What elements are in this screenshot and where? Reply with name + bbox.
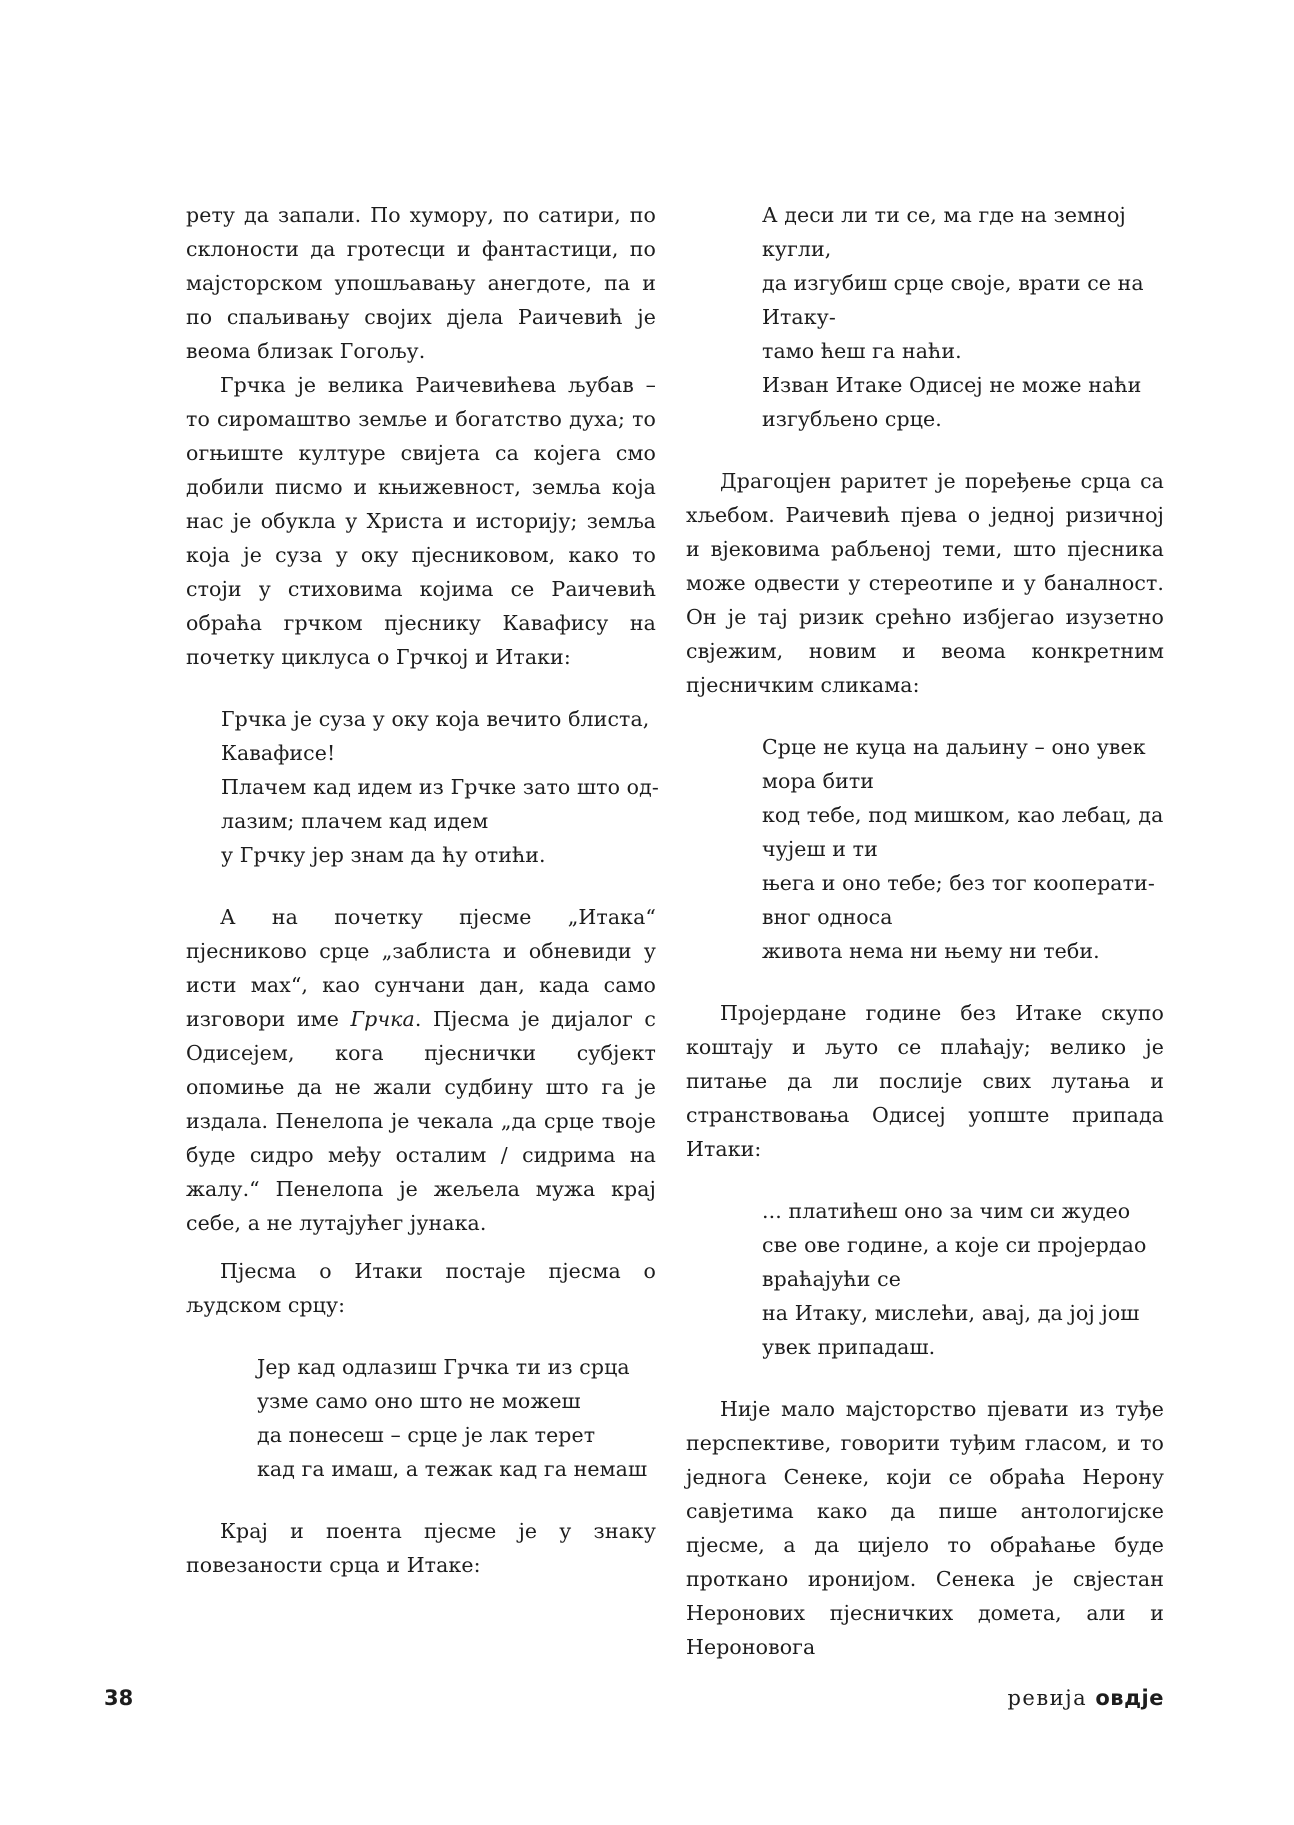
right-column: [686, 198, 1164, 1664]
poem-line: кугли,: [762, 237, 832, 261]
poem-line: све ове године, а које си пројердао: [762, 1233, 1147, 1257]
poem-line: живота нема ни њему ни теби.: [762, 939, 1100, 963]
paragraph: Грчка је велика Раичевићева љубав – то сиромаштво земље и богатство духа; то огњиште културе свијета са којега смо добили писмо и књижевност, земља која нас је обукла у Христа и историју; земља која је суза у оку пјесниковом, како то стоји у стиховима којима се Раичевић обраћа грчком пјеснику Кавафису на почетку циклуса о Грчкој и Итаки:: [186, 373, 656, 669]
poem-line: Грчка је суза у оку која вечито блиста,: [221, 707, 650, 731]
paragraph: [186, 900, 656, 1240]
poem-line: Кавафисе!: [221, 741, 336, 765]
poem-line: да понесеш – срце је лак терет: [257, 1423, 596, 1447]
paragraph: Пјесма о Итаки постаје пјесма о људском срцу:: [186, 1259, 656, 1317]
poem-line: лазим; плачем кад идем: [221, 809, 489, 833]
page-number: 38: [104, 1686, 134, 1710]
poem-line: вног односа: [762, 905, 893, 929]
poem-line: ... платићеш оно за чим си жудео: [762, 1199, 1131, 1223]
poem-line: кад га имаш, а тежак кад га немаш: [257, 1457, 648, 1481]
poem-line: код тебе, под мишком, као лебац, да: [762, 803, 1164, 827]
paragraph-text: . Пјесма је дијалог с Одисејем, кога пјеснички субјект опомиње да не жали судбину што га је издала. Пенелопа је чекала „да срце твоје буде сидро међу осталим / сидрима на жалу.“ Пенелопа је жељела мужа крај себе, а не лутајућег јунака.: [186, 1007, 657, 1235]
poem-excerpt: [762, 1194, 1164, 1364]
poem-line: увек припадаш.: [762, 1335, 936, 1359]
poem-line: Срце не куца на даљину – оно увек: [762, 735, 1146, 759]
poem-line: на Итаку, мислећи, авај, да јој још: [762, 1301, 1140, 1325]
paragraph: Пројердане године без Итаке скупо коштају и љуто се плаћају; велико је питање да ли послије свих лутања и странствовања Одисеј уопште припада Итаки:: [686, 1001, 1164, 1161]
poem-line: чујеш и ти: [762, 837, 878, 861]
paragraph: Крај и поента пјесме је у знаку повезаности срца и Итаке:: [186, 1519, 656, 1577]
poem-line: Итаку-: [762, 305, 836, 329]
poem-line: узме само оно што не можеш: [257, 1389, 581, 1413]
poem-line: Изван Итаке Одисеј не може наћи: [762, 373, 1142, 397]
poem-line: Плачем кад идем из Грчке зато што од-: [221, 775, 659, 799]
poem-line: мора бити: [762, 769, 875, 793]
paragraph: рету да запали. По хумору, по сатири, по склоности да гротесци и фантастици, по мајсторском упошљавању анегдоте, па и по спаљивању својих дјела Раичевић је веома близак Гогољу.: [186, 203, 656, 363]
magazine-title: [1007, 1686, 1164, 1710]
poem-line: у Грчку јер знам да ћу отићи.: [221, 843, 546, 867]
paragraph: Није мало мајсторство пјевати из туђе перспективе, говорити туђим гласом, и то једнога Сенеке, који се обраћа Нерону савјетима како да пише антологијске пјесме, а да цијело то обраћање буде проткано иронијом. Сенека је свјестан Неронових пјесничких домета, али и Нероновога: [686, 1397, 1164, 1659]
poem-line: да изгубиш срце своје, врати се на: [762, 271, 1144, 295]
poem-line: њега и оно тебе; без тог кооперати-: [762, 871, 1155, 895]
paragraph-text: А на почетку пјесме „Итака“ пјесниково срце „заблиста и обневиди у исти мах“, као сунчани дан, када само изговори име: [186, 905, 656, 1031]
poem-line: тамо ћеш га наћи.: [762, 339, 962, 363]
poem-excerpt: [221, 702, 659, 872]
poem-line: Јер кад одлазиш Грчка ти из срца: [257, 1355, 630, 1379]
paragraph: Драгоцјен раритет је поређење срца са хљебом. Раичевић пјева о једној ризичној и вјековима рабљеној теми, што пјесника може одвести у стереотипе и у баналност. Он је тај ризик срећно избјегао изузетно свјежим, новим и веома конкретним пјесничким сликама:: [686, 469, 1164, 697]
poem-line: изгубљено срце.: [762, 407, 942, 431]
magazine-name: овдје: [1095, 1686, 1164, 1710]
emphasized-word: Грчка: [350, 1007, 415, 1031]
magazine-prefix: ревија: [1007, 1686, 1088, 1710]
poem-excerpt: [762, 198, 1164, 436]
poem-line: враћајући се: [762, 1267, 901, 1291]
poem-line: А деси ли ти се, ма где на земној: [762, 203, 1126, 227]
poem-excerpt: [257, 1350, 656, 1486]
poem-excerpt: [762, 730, 1164, 968]
left-column: [186, 198, 659, 1582]
